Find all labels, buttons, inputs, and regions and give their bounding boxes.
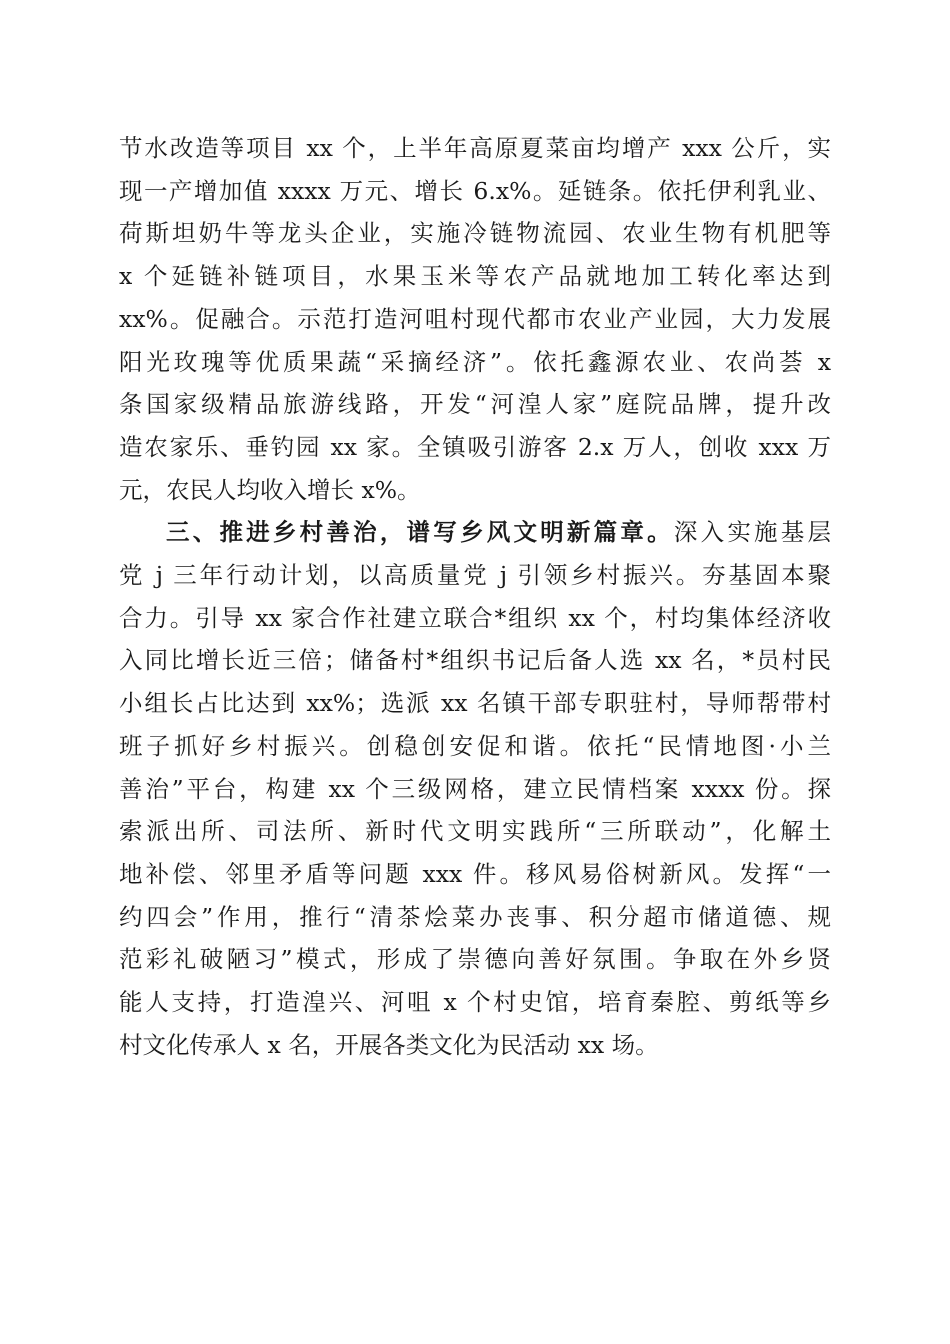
text-line: 荷斯坦奶牛等龙头企业，实施冷链物流园、农业生物有机肥等 [119,219,831,248]
section-heading: 三、推进乡村善治，谱写乡风文明新篇章。 [166,518,674,547]
text-line: 合力。引导 xx 家合作社建立联合*组织 xx 个，村均集体经济收 [119,603,831,632]
paragraph-1 [119,127,831,511]
text-line: 现一产增加值 xxxx 万元、增长 6.x%。延链条。依托伊利乳业、 [119,176,831,205]
text-line [119,511,831,554]
text-line: 小组长占比达到 xx%；选派 xx 名镇干部专职驻村，导师帮带村 [119,689,831,718]
text-line: 党 j 三年行动计划，以高质量党 j 引领乡村振兴。夯基固本聚 [119,561,831,590]
text-line: 范彩礼破陋习”模式，形成了崇德向善好氛围。争取在外乡贤 [119,945,831,974]
text-line: 元，农民人均收入增长 x%。 [119,475,421,504]
text-line: 村文化传承人 x 名，开展各类文化为民活动 xx 场。 [119,1030,659,1059]
text-line: x 个延链补链项目，水果玉米等农产品就地加工转化率达到 [119,262,831,291]
text-line: 索派出所、司法所、新时代文明实践所“三所联动”，化解土 [119,817,831,846]
heading-line-rest: 深入实施基层 [673,518,832,547]
text-line: 约四会”作用，推行“清茶烩菜办丧事、积分超市储道德、规 [119,902,831,931]
text-line: 能人支持，打造湟兴、河咀 x 个村史馆，培育秦腔、剪纸等乡 [119,988,831,1017]
text-line: 条国家级精品旅游线路，开发“河湟人家”庭院品牌，提升改 [119,390,831,419]
document-body [119,127,831,1066]
text-line: 班子抓好乡村振兴。创稳创安促和谐。依托“民情地图·小兰 [119,731,831,760]
text-line: xx%。促融合。示范打造河咀村现代都市农业产业园，大力发展 [119,304,831,333]
paragraph-2 [119,511,831,1066]
text-line: 节水改造等项目 xx 个，上半年高原夏菜亩均增产 xxx 公斤，实 [119,134,831,162]
text-line: 地补偿、邻里矛盾等问题 xxx 件。移风易俗树新风。发挥“一 [119,859,831,888]
text-line: 造农家乐、垂钓园 xx 家。全镇吸引游客 2.x 万人，创收 xxx 万 [119,432,831,461]
text-line: 入同比增长近三倍；储备村*组织书记后备人选 xx 名，*员村民 [119,646,831,675]
text-line: 阳光玫瑰等优质果蔬“采摘经济”。依托鑫源农业、农尚荟 x [119,347,831,376]
text-line: 善治”平台，构建 xx 个三级网格，建立民情档案 xxxx 份。探 [119,774,831,803]
